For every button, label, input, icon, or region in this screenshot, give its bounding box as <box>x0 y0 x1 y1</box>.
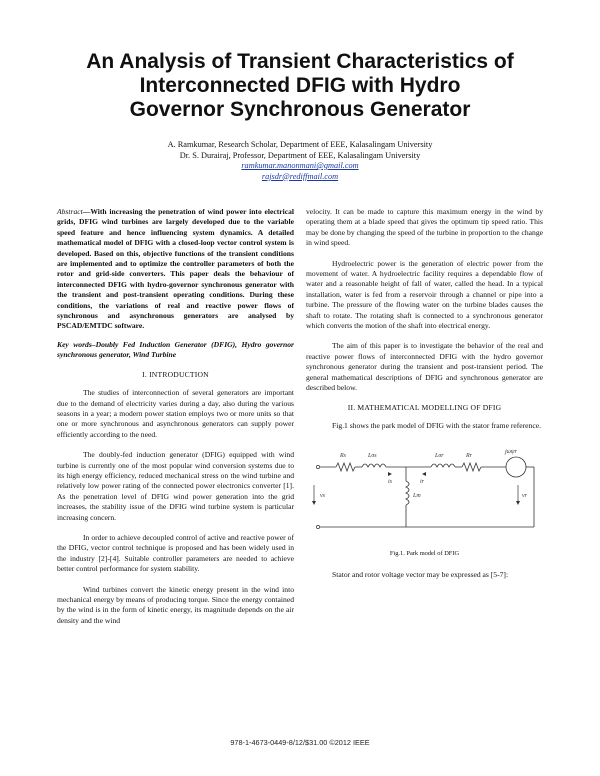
right-column <box>306 207 543 580</box>
intro-paragraph-4: Wind turbines convert the kinetic energy present in the wind into mechanical energy by means of producing torque. Since the energy contained by the wind is in the form of kinetic energy, its magnitude depends on the air density and the wind <box>57 584 294 625</box>
intro-paragraph-3: In order to achieve decoupled control of active and reactive power of the DFIG, vector control technique is proposed and has been widely used in the industry [2]-[4]. Suitable controller parameters are needed to achieve better control performance for system stability. <box>57 532 294 574</box>
abstract-label: Abstract <box>57 207 83 216</box>
label-source: jωψr <box>505 449 517 456</box>
label-ir: ir <box>420 479 425 486</box>
label-rr: Rr <box>466 453 472 460</box>
intro-paragraph-2: The doubly-fed induction generator (DFIG) equipped with wind turbine is currently one of the most popular wind conversion systems due to its high energy efficiency, reduced mechanical stress on the wind turbine and relatively low power rating of the connected power electronics converter [1]. As the penetration level of DFIG wind power generation into the grid increases, the stability issue of the DFIG wind turbine system is particular increasing concern. <box>57 450 294 522</box>
label-lsigma-r: Lσr <box>435 453 444 460</box>
paper-title <box>40 50 560 122</box>
label-rs: Rs <box>340 453 346 460</box>
magnetizing-inductor <box>406 481 409 505</box>
rotor-resistor <box>462 463 481 471</box>
title-line-2: Interconnected DFIG with Hydro <box>139 74 461 97</box>
author-email-1[interactable]: ramkumar.manonmani@gmail.com <box>241 161 359 170</box>
label-lm: Lm <box>413 493 421 500</box>
section-heading-introduction: I. INTRODUCTION <box>142 369 209 379</box>
author-block <box>60 140 540 182</box>
author-1: A. Ramkumar, Research Scholar, Department of EEE, Kalasalingam University <box>167 140 433 149</box>
figure-park-model <box>306 437 543 547</box>
label-vr: vr <box>522 493 527 500</box>
figure-caption: Fig.1. Park model of DFIG <box>389 550 460 558</box>
left-column <box>57 207 294 626</box>
right-paragraph-2: Hydroelectric power is the generation of electric power from the movement of water. A hydroelectric facility requires a dependable flow of water and a reasonable height of fall of water, called the head. In a typical installation, water is fed from a reservoir through a channel or pipe into a turbine. The pressure of the flowing water on the turbine blades causes the shaft to rotate. The rotating shaft is connected to a synchronous generator which converts the motion of the shaft into electrical energy. <box>306 258 543 331</box>
right-paragraph-1: velocity. It can be made to capture this maximum energy in the wind by operating them at a blade speed that gives the optimum tip speed ratio. This may be done by changing the speed of the turbine in proportion to the change in wind speed. <box>306 207 543 248</box>
voltage-source <box>506 457 526 477</box>
label-lsigma-s: Lσs <box>368 453 377 460</box>
title-line-3: Governor Synchronous Generator <box>129 98 471 121</box>
right-paragraph-3: The aim of this paper is to investigate the behavior of the real and reactive power flows of interconnected DFIG with the hydro governor synchronous generator during the transient and post-transient period. The general mathematical descriptions of DFIG and synchronous generator are described below. <box>306 341 543 393</box>
author-email-2[interactable]: rajsdr@rediffmail.com <box>261 171 339 181</box>
stator-leakage-inductor <box>362 464 386 467</box>
right-paragraph-4: Fig.1 shows the park model of DFIG with the stator frame reference. <box>332 420 541 430</box>
intro-paragraph-1: The studies of interconnection of several generators are important due to the demand of electricity varies during a day, also during the various seasons in a year; a modern power station employs two or more units so that one or more synchronous and asynchronous generators can supply power efficiently according to the need. <box>57 388 294 439</box>
circuit-diagram <box>306 437 543 547</box>
footer-copyright: 978-1-4673-0449-8/12/$31.00 ©2012 IEEE <box>230 738 370 747</box>
abstract-text: —With increasing the penetration of wind power into electrical grids, DFIG wind turbines are largely developed due to the variable speed feature and hence influencing system dynamics. A detailed mathematical model of DFIG with a closed-loop vector control system is developed. Based on this, objective functions of the transient conditions are implemented and to optimize the controller parameters of both the rotor and grid-side converters. This paper deals the behaviour of interconnected DFIG with hydro-governor synchronous generator with the transient and post-transient operating conditions. During these conditions, the variations of real and reactive power flows of synchronous and asynchronous generators are analysed by PSCAD/EMTDC software. <box>57 207 294 331</box>
right-paragraph-5: Stator and rotor voltage vector may be expressed as [5-7]: <box>332 569 509 579</box>
rotor-leakage-inductor <box>431 464 455 467</box>
stator-resistor <box>336 463 355 471</box>
section-heading-modelling: II. MATHEMATICAL MODELLING OF DFIG <box>347 402 502 412</box>
author-2: Dr. S. Durairaj, Professor, Department of EEE, Kalasalingam University <box>179 150 421 160</box>
abstract <box>57 207 294 332</box>
label-vs: vs <box>320 493 325 500</box>
title-line-1: An Analysis of Transient Characteristics of <box>86 50 514 73</box>
keywords: Key words–Doubly Fed Induction Generator (DFIG), Hydro governor synchronous generator, Wind Turbine <box>57 339 294 360</box>
label-is: is <box>388 479 393 486</box>
